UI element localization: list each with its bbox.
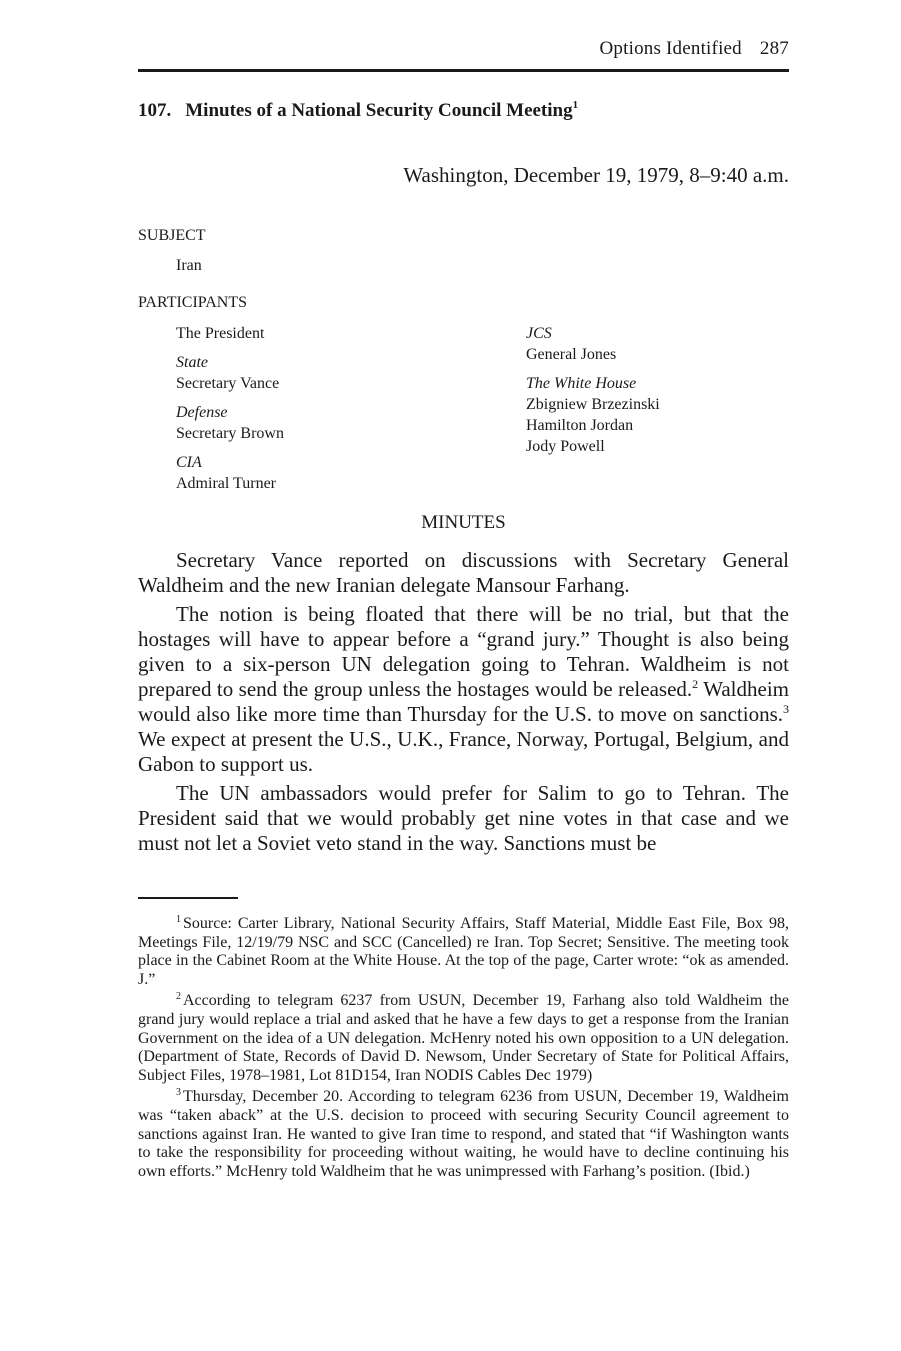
participant-name: Secretary Vance [176,375,280,392]
footnote-ref-3[interactable]: 3 [783,702,789,716]
subject-value: Iran [176,257,202,274]
paragraph: The notion is being floated that there will be no trial, but that the hostages will have to appear before a “grand jury.” Thought is also being given to a six-person UN delegation going to Tehran. Waldheim is not prepared to send the group unless the hostages would be released.$^2$ Waldheim would also like more time than Thursday for the U.S. to move on sanctions.$^3$ We expect at present the U.S., U.K., France, Norway, Portugal, Belgium, and Gabon to support us. [138,602,789,776]
participants-left-column [176,323,284,494]
footnote-ref-1[interactable]: 1 [572,99,579,111]
footnote-mark: 1 [176,914,181,925]
footnotes [138,915,789,1184]
agency-defense: Defense [176,404,228,421]
paragraph: The UN ambassadors would prefer for Salim to go to Tehran. The President said that we would probably get nine votes in that case and we must not let a Soviet veto stand in the way. Sanctions must be [138,781,789,855]
footnote-mark: 3 [176,1087,181,1099]
participant-name: Secretary Brown [176,425,284,442]
dateline: Washington, December 19, 1979, 8–9:40 a.m. [403,163,789,187]
minutes-body [138,548,789,860]
participant-name: Admiral Turner [176,475,276,492]
participant-name: Jody Powell [526,438,605,455]
header-rule [138,69,789,72]
subject-label: SUBJECT [138,227,206,244]
participant-president: The President [176,325,265,342]
footnote-ref-2[interactable]: 2 [692,677,699,691]
participant-name: General Jones [526,346,617,363]
document-title [138,100,578,122]
footnote: $^2$ According to telegram 6237 from USUN, December 19, Farhang also told Waldheim the grand jury would replace a trial and asked that he have a few days to get a response from the Iranian Government on the idea of a UN delegation. McHenry noted his own opposition to a UN delegation. (Department of State, Records of David D. Newsom, Under Secretary of State for Political Affairs, Subject Files, 1978–1981, Lot 81D154, Iran NODIS Cables Dec 1979) [138,991,789,1084]
agency-cia: CIA [176,454,202,471]
document-number: 107. [138,100,172,121]
agency-white-house: The White House [526,375,637,392]
participant-name: Hamilton Jordan [526,417,634,434]
minutes-heading: MINUTES [421,512,506,533]
footnote-rule [138,897,238,899]
page-number: 287 [759,38,789,59]
document-title-text: Minutes of a National Security Council Meeting [185,100,573,121]
running-head [138,38,789,60]
participants-label: PARTICIPANTS [138,294,248,311]
footnote: $^3$ Thursday, December 20. According to telegram 6236 from USUN, December 19, Waldheim was “taken aback” at the U.S. decision to proceed with securing Security Council agreement to sanctions against Iran. He wanted to give Iran time to respond, and stated that “if Washington wants to take the responsibility for proceeding without waiting, he would have to decline continuing his own efforts.” McHenry told Waldheim that he was unimpressed with Farhang’s position. (Ibid.) [138,1087,789,1180]
participant-name: Zbigniew Brzezinski [526,396,660,413]
footnote-mark: 2 [176,991,181,1003]
footnote: $^1$ Source: Carter Library, National Security Affairs, Staff Material, Middle East File, Box 98, Meetings File, 12/19/79 NSC and SCC (Cancelled) re Iran. Top Secret; Sensitive. The meeting took place in the Cabinet Room at the White House. At the top of the page, Carter wrote: “ok as amended. J.” [138,914,789,988]
agency-jcs: JCS [526,325,552,342]
paragraph: Secretary Vance reported on discussions with Secretary General Waldheim and the new Iranian delegate Mansour Farhang. [138,548,789,597]
participants-right-column [526,323,660,457]
agency-state: State [176,354,208,371]
running-head-section: Options Identified [599,38,742,59]
